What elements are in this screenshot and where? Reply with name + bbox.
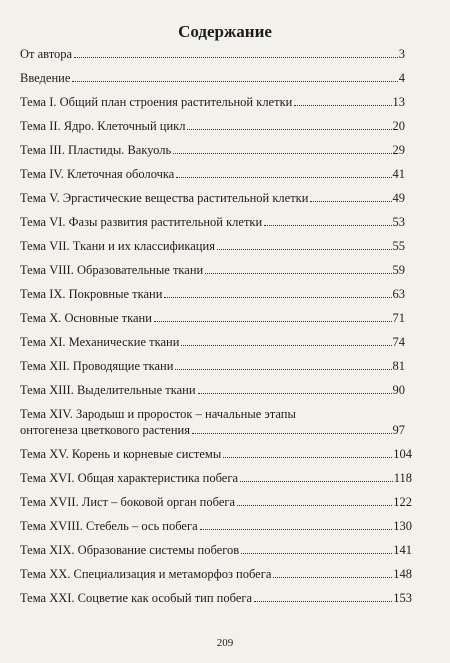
toc-entry-page: 148 — [393, 567, 412, 581]
toc-leader-dots — [200, 529, 393, 530]
toc-entry — [20, 118, 405, 134]
toc-entry — [20, 590, 412, 606]
toc-entry-page: 118 — [393, 471, 412, 485]
toc-leader-dots — [310, 201, 391, 202]
toc-leader-dots — [198, 393, 392, 394]
toc-entry — [20, 310, 405, 326]
toc-entry — [20, 94, 405, 110]
toc-entry-label: От автора — [20, 47, 73, 61]
toc-entry-label: Тема XI. Механические ткани — [20, 335, 180, 349]
toc-entry-page: 49 — [392, 191, 405, 205]
toc-entry — [20, 566, 412, 582]
toc-entry — [20, 518, 412, 534]
toc-entry-page: 29 — [392, 143, 405, 157]
toc-leader-dots — [264, 225, 391, 226]
toc-entry-label: Тема XVIII. Стебель – ось побега — [20, 519, 198, 533]
toc-leader-dots — [223, 457, 392, 458]
toc-entry — [20, 46, 405, 62]
toc-entry — [20, 494, 412, 510]
toc-leader-dots — [74, 57, 398, 58]
toc-leader-dots — [254, 601, 392, 602]
toc-leader-dots — [294, 105, 391, 106]
toc-leader-dots — [241, 553, 392, 554]
toc-entry — [20, 190, 405, 206]
toc-leader-dots — [192, 433, 392, 434]
toc-leader-dots — [154, 321, 392, 322]
toc-entry-label: Тема XVI. Общая характеристика побега — [20, 471, 239, 485]
toc-entry — [20, 446, 412, 462]
toc-entry-label: Тема III. Пластиды. Вакуоль — [20, 143, 172, 157]
toc-entry-label: Тема XXI. Соцветие как особый тип побега — [20, 591, 253, 605]
toc-entry-label: Тема XIV. Зародыш и проросток – начальные этапы — [20, 407, 296, 421]
toc-entry — [20, 334, 405, 350]
toc-entry — [20, 166, 405, 182]
toc-entry-page: 53 — [392, 215, 405, 229]
toc-entry — [20, 358, 405, 374]
toc-entry-page: 81 — [392, 359, 405, 373]
toc-entry-label: Тема IV. Клеточная оболочка — [20, 167, 175, 181]
page-title: Содержание — [178, 22, 272, 41]
toc-entry-page: 97 — [392, 423, 405, 437]
toc-entry-label: Тема XIX. Образование системы побегов — [20, 543, 240, 557]
toc-entry-label: Тема II. Ядро. Клеточный цикл — [20, 119, 186, 133]
toc-entry-page: 71 — [392, 311, 405, 325]
toc-entry-page: 74 — [392, 335, 405, 349]
toc-entry — [20, 470, 412, 486]
toc-entry — [20, 382, 405, 398]
toc-leader-dots — [187, 129, 391, 130]
toc-leader-dots — [72, 81, 397, 82]
toc-entry — [20, 214, 405, 230]
toc-entry-page: 130 — [393, 519, 412, 533]
toc-entry — [20, 406, 405, 438]
toc-entry-label-continued: онтогенеза цветкового растения — [20, 423, 190, 437]
toc-leader-dots — [240, 481, 393, 482]
toc-entry-page: 13 — [392, 95, 405, 109]
toc-entry — [20, 142, 405, 158]
toc-entry-label: Тема XII. Проводящие ткани — [20, 359, 174, 373]
toc-entry — [20, 542, 412, 558]
toc-entry — [20, 238, 405, 254]
toc-entry-label: Тема X. Основные ткани — [20, 311, 152, 325]
toc-entry-page: 41 — [392, 167, 405, 181]
toc-leader-dots — [205, 273, 391, 274]
toc-leader-dots — [175, 369, 391, 370]
toc-entry-label: Тема VII. Ткани и их классификация — [20, 239, 215, 253]
toc-entry-page: 63 — [392, 287, 405, 301]
toc-entry-label: Введение — [20, 71, 71, 85]
toc-leader-dots — [173, 153, 391, 154]
toc-entry-page: 90 — [392, 383, 405, 397]
toc-entry-page: 153 — [393, 591, 412, 605]
toc-entry-label: Тема VI. Фазы развития растительной клетки — [20, 215, 263, 229]
toc-entry — [20, 286, 405, 302]
toc-entry-label: Тема VIII. Образовательные ткани — [20, 263, 204, 277]
toc-leader-dots — [181, 345, 391, 346]
toc-entry-page: 4 — [398, 71, 405, 85]
toc-entry-label: Тема IX. Покровные ткани — [20, 287, 163, 301]
toc-leader-dots — [273, 577, 392, 578]
toc-entry — [20, 70, 405, 86]
toc-leader-dots — [217, 249, 392, 250]
toc-entry-label: Тема XX. Специализация и метаморфоз побега — [20, 567, 272, 581]
toc-entry-page: 104 — [393, 447, 412, 461]
toc-entry — [20, 262, 405, 278]
toc-leader-dots — [164, 297, 391, 298]
toc-entry-label: Тема XVII. Лист – боковой орган побега — [20, 495, 236, 509]
toc-entry-label: Тема V. Эргастические вещества растительной клетки — [20, 191, 309, 205]
toc-entry-page: 122 — [393, 495, 412, 509]
toc-leader-dots — [237, 505, 392, 506]
toc-entry-page: 59 — [392, 263, 405, 277]
toc-entry-label: Тема XV. Корень и корневые системы — [20, 447, 222, 461]
toc-leader-dots — [176, 177, 391, 178]
toc-entry-label: Тема I. Общий план строения растительной клетки — [20, 95, 293, 109]
toc-entry-label: Тема XIII. Выделительные ткани — [20, 383, 196, 397]
toc-entry-page: 55 — [392, 239, 405, 253]
toc-entry-page: 141 — [393, 543, 412, 557]
toc-entry-page: 3 — [398, 47, 405, 61]
toc-entry-page: 20 — [392, 119, 405, 133]
page-number: 209 — [216, 637, 234, 649]
